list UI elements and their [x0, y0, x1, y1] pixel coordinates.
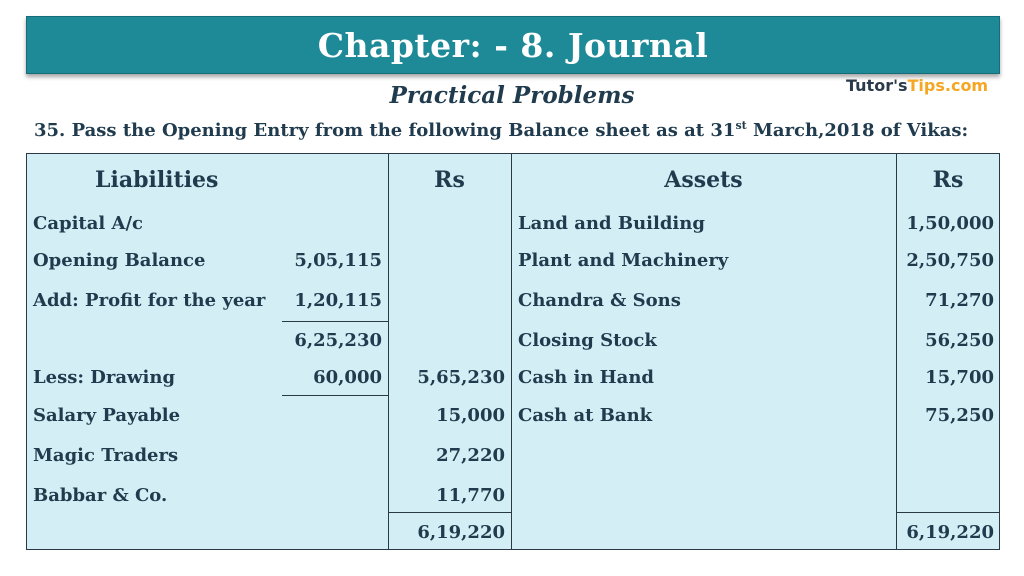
drawing-label: Less: Drawing: [33, 367, 176, 388]
question-sup: st: [735, 119, 747, 132]
liabilities-total: 6,19,220: [417, 522, 505, 543]
asset-value: 15,700: [925, 367, 994, 388]
profit-value: 1,20,115: [294, 290, 382, 311]
page-subtitle: Practical Problems: [389, 82, 635, 109]
asset-value: 71,270: [925, 290, 994, 311]
capital-total-value: 5,65,230: [417, 367, 505, 388]
assets-total: 6,19,220: [906, 522, 994, 543]
liabilities-total-rule: [388, 512, 511, 513]
opening-balance-label: Opening Balance: [33, 250, 206, 271]
subtotal-value: 6,25,230: [294, 330, 382, 351]
magic-traders-label: Magic Traders: [33, 445, 179, 466]
asset-label: Land and Building: [518, 213, 705, 234]
capital-label: Capital A/c: [33, 213, 143, 234]
column-divider: [511, 154, 512, 549]
asset-value: 1,50,000: [906, 213, 994, 234]
subtotal-rule: [282, 321, 388, 322]
brand-part2: Tips.com: [907, 76, 989, 95]
rs-header-left: Rs: [434, 167, 465, 193]
assets-total-rule: [896, 512, 1000, 513]
balance-sheet-table: [26, 153, 1000, 550]
asset-label: Cash in Hand: [518, 367, 655, 388]
salary-payable-value: 15,000: [436, 405, 505, 426]
magic-traders-value: 27,220: [436, 445, 505, 466]
asset-label: Plant and Machinery: [518, 250, 729, 271]
assets-header: Assets: [664, 167, 743, 193]
salary-payable-label: Salary Payable: [33, 405, 181, 426]
chapter-banner: [26, 16, 1000, 74]
drawing-value: 60,000: [313, 367, 382, 388]
babbar-label: Babbar & Co.: [33, 485, 168, 506]
brand-part1: Tutor's: [846, 76, 908, 95]
asset-value: 56,250: [925, 330, 994, 351]
asset-label: Chandra & Sons: [518, 290, 681, 311]
asset-label: Cash at Bank: [518, 405, 653, 426]
chapter-title: Chapter: - 8. Journal: [317, 25, 709, 65]
question-suffix: March,2018 of Vikas:: [746, 120, 969, 141]
asset-value: 75,250: [925, 405, 994, 426]
opening-balance-value: 5,05,115: [294, 250, 382, 271]
asset-value: 2,50,750: [906, 250, 994, 271]
rs-header-right: Rs: [932, 167, 964, 193]
question-text: [34, 119, 994, 141]
profit-label: Add: Profit for the year: [33, 290, 266, 311]
liabilities-header: Liabilities: [95, 167, 219, 193]
question-prefix: 35. Pass the Opening Entry from the following Balance sheet as at 31: [34, 120, 736, 141]
asset-label: Closing Stock: [518, 330, 657, 351]
babbar-value: 11,770: [436, 485, 505, 506]
drawing-rule: [282, 395, 388, 396]
